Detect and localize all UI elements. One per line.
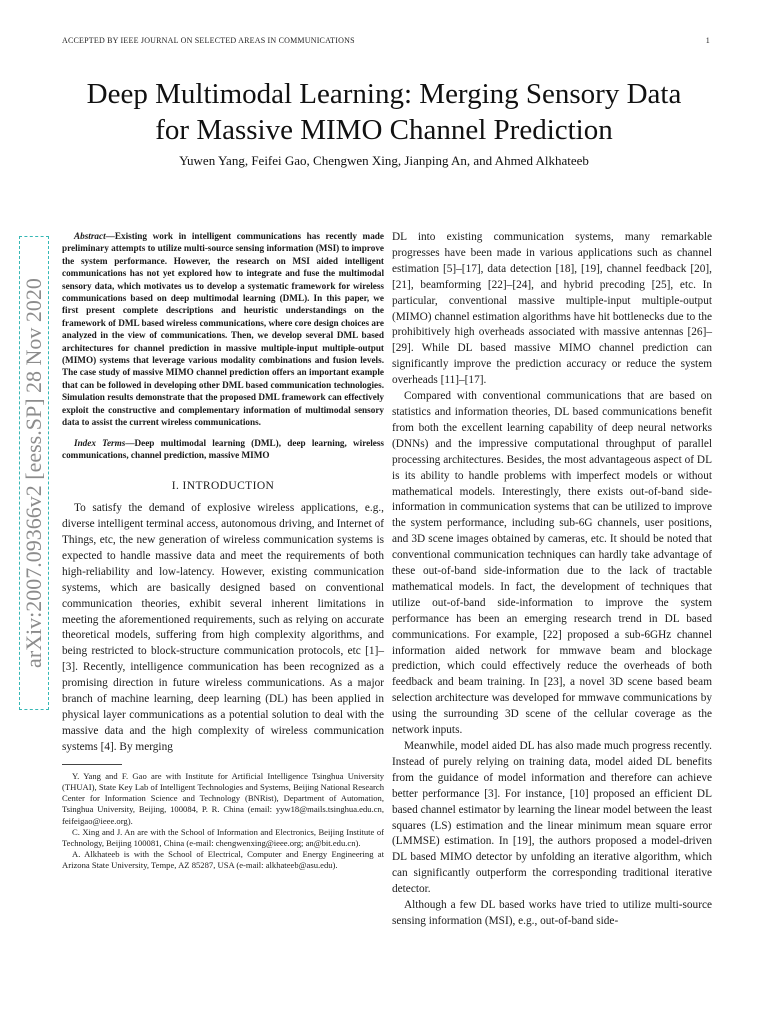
paper-title (30, 76, 738, 148)
footnote-affiliation-3: A. Alkhateeb is with the School of Electrical, Computer and Energy Engineering at Arizona State University, Tempe, AZ 85287, USA (e-mail: alkhateeb@asu.edu). (62, 849, 384, 871)
index-terms-text: —Deep multimodal learning (DML), deep learning, wireless communications, channel prediction, massive MIMO (62, 437, 385, 460)
abstract-text: —Existing work in intelligent communications has recently made preliminary attempts to utilize multi-source sensing information (MSI) to improve the system performance. However, the research on MSI aided intelligent communications has not yet explored how to integrate and fuse the multimodal sensory data, which motivates us to develop a systematic framework for wireless communications based on deep multimodal learning (DML). In this paper, we first present complete descriptions and heuristic understandings on the framework of DML based wireless communications, where core design choices are analyzed in the view of communications. Then, we develop several DML based architectures for channel prediction in massive multiple-input multiple-output (MIMO) systems that leverage various modality combinations and fusion levels. The case study of massive MIMO channel prediction offers an important example that can be followed in developing other DML based communication technologies. Simulation results demonstrate that the proposed DML framework can effectively exploit the constructive and complementary information of multimodal sensory data to assist the current wireless communications. (62, 231, 384, 428)
intro-paragraph-3: Compared with conventional communications that are based on statistics and information theories, DL based communications benefit from both the excellent learning capability of deep neural networks (DNNs) and the impressive computational throughput of parallel processing architectures. Besides, the most advantageous aspect of DL is its ability to handle problems with imperfect models or without mathematical models. Interestingly, there exists out-of-band side-information in communication systems that can be utilized to improve the system performance, including sub-6G channels, user positions, and 3D scene images obtained by cameras, etc. It should be noted that conventional communication techniques can hardly take advantage of these out-of-band side-information due to the lack of tractable mathematical models. In fact, the development of techniques that utilize out-of-band side-information to improve the system performance has been an emerging research trend in DL based communications. For example, [22] proposed a sub-6GHz channel information aided network for mmwave beam and blockage prediction, which could effectively reduce the overheads of both feedback and beam training. In [23], a novel 3D scene based beam selection architecture was developed for mmwave communications by using the surrounding 3D scene of the cellular coverage as the network inputs. (392, 390, 712, 737)
abstract (62, 230, 384, 429)
footnote-affiliation-1: Y. Yang and F. Gao are with Institute for Artificial Intelligence Tsinghua University (THUAI), State Key Lab of Intelligent Technologies and Systems, Beijing National Research Center for Information Science and Technology (BNRist), Department of Automation, Tsinghua University, Beijing, 100084, P. R. China (email: yyw18@mails.tsinghua.edu.cn, feifeigao@ieee.org). (62, 770, 384, 826)
index-terms (62, 437, 384, 462)
arxiv-stamp-text: arXiv:2007.09366v2 [eess.SP] 28 Nov 2020 (21, 278, 46, 668)
title-line-1: Deep Multimodal Learning: Merging Sensory Data (86, 78, 682, 110)
running-head (62, 36, 710, 45)
footnote-divider (62, 764, 122, 765)
left-column (62, 230, 384, 872)
intro-paragraph-4: Meanwhile, model aided DL has also made much progress recently. Instead of purely relying on training data, model aided DL benefits from the guidance of model information and therefore can achieve better performance [3]. For instance, [10] proposed an efficient DL based channel estimator by learning the linear model between the least squares (LS) estimation and the linear minimum mean square error (LMMSE) estimation. In [19], the authors proposed a model-driven DL based MIMO detector by unfolding an iterative algorithm, which can significantly outperform the corresponding traditional iterative detector. (392, 740, 712, 896)
intro-paragraph-2: DL into existing communication systems, many remarkable progresses have been made in various applications such as channel estimation [5]–[17], data detection [18], [19], channel feedback [20], [21], beamforming [22]–[24], and hybrid precoding [25], etc. In particular, conventional massive multiple-input multiple-output (MIMO) channel estimation algorithms have hit bottlenecks due to the prohibitively high overheads associated with massive antennas [26]–[29]. While DL based massive MIMO channel prediction can significantly improve the prediction accuracy or reduce the system overheads [11]–[17]. (392, 231, 712, 387)
section-heading: I. INTRODUCTION (171, 480, 275, 493)
arxiv-stamp[interactable] (19, 236, 49, 710)
page-number: 1 (705, 36, 710, 45)
intro-paragraph-1: To satisfy the demand of explosive wireless applications, e.g., diverse intelligent terminal access, autonomous driving, and Internet of Things, etc, the new generation of wireless communication systems is expected to handle massive data and meet the requirements of both high-reliability and low-latency. However, existing communication systems, which are basically designed based on conventional communication theories, exhibit several inherent limitations in meeting the aforementioned requirements, such as relying on accurate theoretical models, suffering from high complexity algorithms, and being restricted to block-structure communication protocols, etc [1]–[3]. Recently, intelligence communication has been recognized as a promising direction in future wireless communications. As a major branch of machine learning, deep learning (DL) has been applied in physical layer communications as a potential solution to deal with the massive data and the high complexity of wireless communication systems [4]. By merging (62, 502, 384, 753)
right-column (392, 230, 712, 930)
title-line-2: for Massive MIMO Channel Prediction (155, 114, 613, 146)
journal-name: ACCEPTED BY IEEE JOURNAL ON SELECTED AREAS IN COMMUNICATIONS (62, 36, 355, 45)
author-list: Yuwen Yang, Feifei Gao, Chengwen Xing, Jianping An, and Ahmed Alkhateeb (179, 153, 589, 168)
index-terms-label: Index Terms (74, 437, 126, 448)
footnote-affiliation-2: C. Xing and J. An are with the School of Information and Electronics, Beijing Institute of Technology, Beijing 100081, China (e-mail: chengwenxing@ieee.org; an@bit.edu.cn). (62, 826, 384, 848)
intro-paragraph-5: Although a few DL based works have tried to utilize multi-source sensing information (MSI), e.g., out-of-band side- (392, 899, 712, 927)
abstract-label: Abstract (74, 231, 106, 241)
